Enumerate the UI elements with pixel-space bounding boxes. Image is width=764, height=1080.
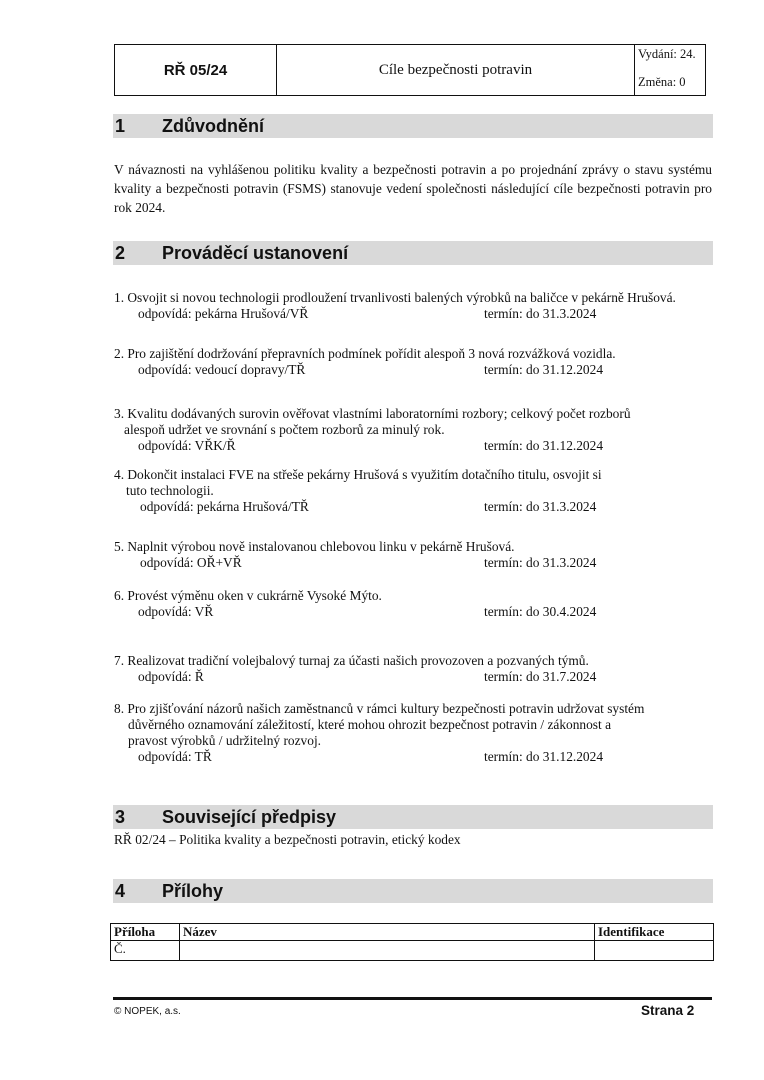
table-row <box>111 941 714 961</box>
section-number: 4 <box>115 881 126 901</box>
footer-divider <box>113 997 712 1000</box>
goal-item-1 <box>114 290 714 322</box>
column-header: Název <box>180 924 595 941</box>
goal-responsible: odpovídá: pekárna Hrušová/TŘ <box>140 499 309 514</box>
goal-deadline: termín: do 30.4.2024 <box>484 604 597 619</box>
goal-responsible: odpovídá: VŘ <box>138 604 214 619</box>
document-code: RŘ 05/24 <box>115 45 277 95</box>
goal-item-6 <box>114 588 714 620</box>
table-cell: Č. <box>111 941 180 961</box>
goal-text-cont: pravost výrobků / udržitelný rozvoj. <box>128 733 322 748</box>
section-heading-3 <box>113 805 713 829</box>
table-cell <box>595 941 714 961</box>
edition-cell <box>635 45 705 95</box>
section-number: 1 <box>115 116 126 136</box>
goal-responsible: odpovídá: TŘ <box>138 749 212 764</box>
goal-item-5 <box>114 539 714 571</box>
goal-responsible: odpovídá: VŘK/Ř <box>138 438 236 453</box>
document-title: Cíle bezpečnosti potravin <box>277 45 635 95</box>
intro-paragraph: V návaznosti na vyhlášenou politiku kvality a bezpečnosti potravin a po projednání zprávy o stavu systému kvality a bezpečnosti potravin (FSMS) stanovuje vedení společnosti následující cíle bezpečnosti potravin pro rok 2024. <box>114 162 712 215</box>
goal-text: 3. Kvalitu dodávaných surovin ověřovat vlastními laboratorními rozbory; celkový počet rozborů <box>114 406 631 421</box>
goal-deadline: termín: do 31.3.2024 <box>484 499 597 514</box>
related-regulation: RŘ 02/24 – Politika kvality a bezpečnosti potravin, etický kodex <box>114 832 461 847</box>
goal-responsible: odpovídá: Ř <box>138 669 204 684</box>
goal-text-cont: důvěrného oznamování záležitostí, které mohou ohrozit bezpečnost potravin / zákonnost a <box>128 717 612 732</box>
section-title: Zdůvodnění <box>162 116 264 136</box>
goal-text: 1. Osvojit si novou technologii prodloužení trvanlivosti balených výrobků na baličce v pekárně Hrušová. <box>114 290 676 305</box>
column-header: Příloha <box>111 924 180 941</box>
goal-text: 7. Realizovat tradiční volejbalový turnaj za účasti našich provozoven a pozvaných týmů. <box>114 653 589 668</box>
column-header: Identifikace <box>595 924 714 941</box>
section-title: Přílohy <box>162 881 224 901</box>
goal-text: 2. Pro zajištění dodržování přepravních podmínek pořídit alespoň 3 nová rozvážková vozidla. <box>114 346 616 361</box>
goal-responsible: odpovídá: OŘ+VŘ <box>140 555 242 570</box>
goal-item-7 <box>114 653 714 685</box>
goal-text-cont: alespoň udržet ve srovnání s počtem rozborů za minulý rok. <box>124 422 445 437</box>
table-cell <box>180 941 595 961</box>
goal-responsible: odpovídá: pekárna Hrušová/VŘ <box>138 306 309 321</box>
goal-deadline: termín: do 31.12.2024 <box>484 749 604 764</box>
goal-item-8 <box>114 701 714 765</box>
section-number: 2 <box>115 243 126 263</box>
goal-text: 8. Pro zjišťování názorů našich zaměstnanců v rámci kultury bezpečnosti potravin udržovat systém <box>114 701 645 716</box>
goal-deadline: termín: do 31.12.2024 <box>484 362 604 377</box>
section-heading-2 <box>113 241 713 265</box>
copyright-text: © NOPEK, a.s. <box>114 1006 181 1017</box>
section-heading-1 <box>113 114 713 138</box>
goal-deadline: termín: do 31.7.2024 <box>484 669 597 684</box>
goal-text: 5. Naplnit výrobou nově instalovanou chlebovou linku v pekárně Hrušová. <box>114 539 515 554</box>
goal-text: 4. Dokončit instalaci FVE na střeše pekárny Hrušová s využitím dotačního titulu, osvojit si <box>114 467 602 482</box>
goal-deadline: termín: do 31.3.2024 <box>484 306 597 321</box>
goal-deadline: termín: do 31.3.2024 <box>484 555 597 570</box>
section-title: Prováděcí ustanovení <box>162 243 349 263</box>
table-header-row <box>111 924 714 941</box>
attachments-table <box>110 923 714 961</box>
goal-responsible: odpovídá: vedoucí dopravy/TŘ <box>138 362 306 377</box>
goal-deadline: termín: do 31.12.2024 <box>484 438 604 453</box>
goal-item-2 <box>114 346 714 378</box>
goal-item-3 <box>114 406 714 454</box>
goal-item-4 <box>114 467 714 515</box>
section-heading-4 <box>113 879 713 903</box>
change-label: Změna: 0 <box>638 75 686 89</box>
goal-text-cont: tuto technologii. <box>126 483 214 498</box>
goal-text: 6. Provést výměnu oken v cukrárně Vysoké Mýto. <box>114 588 382 603</box>
edition-label: Vydání: 24. <box>638 47 696 61</box>
section-title: Související předpisy <box>162 807 337 827</box>
section-number: 3 <box>115 807 126 827</box>
document-header <box>114 44 706 96</box>
page-number: Strana 2 <box>641 1003 695 1018</box>
